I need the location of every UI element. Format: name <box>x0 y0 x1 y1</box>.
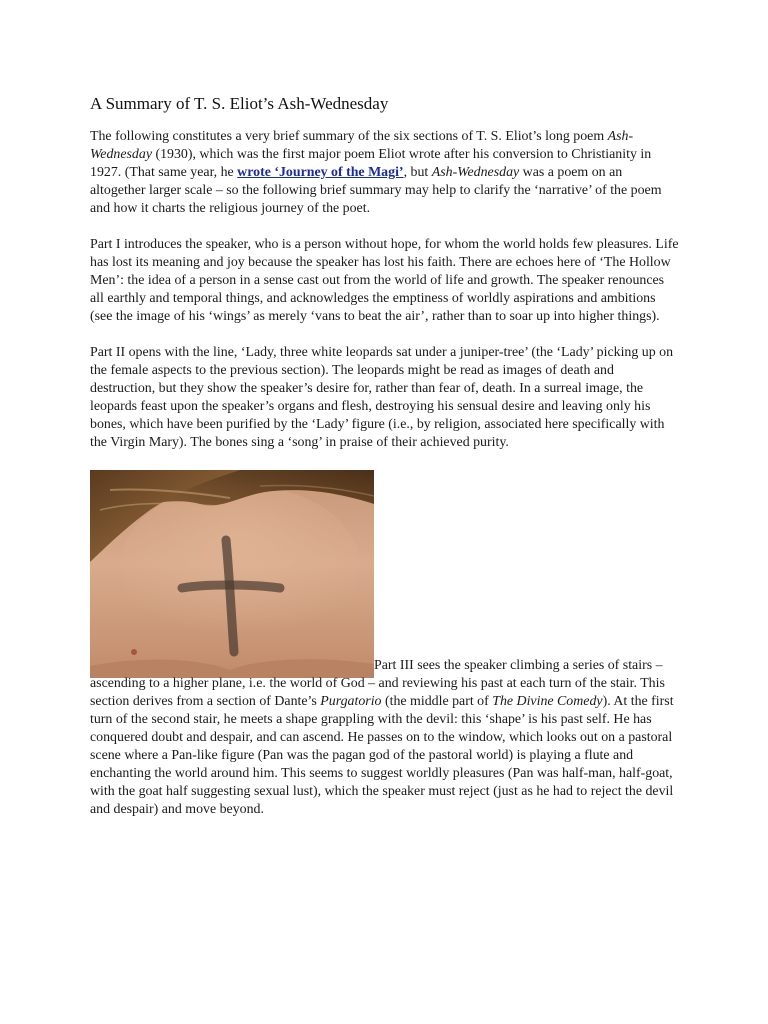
ash-cross-forehead-photo <box>90 470 374 678</box>
poem-title-italic-2: Ash-Wednesday <box>431 165 520 180</box>
poem-title-italic: Ash-Wednesday <box>90 129 634 162</box>
part-three-text-1: Part III sees the speaker climbing a series of stairs – ascending to a higher plane, i.e. the world of God – and reviewing his past at each turn of the stair. This section derives from a section of Dante’s <box>90 658 665 709</box>
part-two-paragraph: Part II opens with the line, ‘Lady, three white leopards sat under a juniper-tree’ (the ‘Lady’ picking up on the female aspects to the previous section). The leopards might be read as images of death and destruction, but they show the speaker’s desire for, rather than fear of, death. In a surreal image, the leopards feast upon the speaker’s organs and flesh, destroying his sensual desire and leaving only his bones, which have been purified by the ‘Lady’ figure (i.e., by religion, associated here specifically with the Virgin Mary). The bones sing a ‘song’ in praise of their achieved purity. <box>90 345 674 450</box>
article <box>90 0 680 819</box>
part-three-text-2: (the middle part of <box>381 694 493 709</box>
intro-text-1: The following constitutes a very brief summary of the six sections of T. S. Eliot’s long poem <box>90 129 608 144</box>
intro-text-2: (1930), which was the first major poem Eliot wrote after his conversion to Christianity in 1927. (That same year, he <box>90 147 652 180</box>
purgatorio-italic: Purgatorio <box>320 694 382 709</box>
article-title: A Summary of T. S. Eliot’s Ash-Wednesday <box>90 94 389 113</box>
intro-text-3: , but <box>403 165 432 180</box>
part-one-paragraph: Part I introduces the speaker, who is a person without hope, for whom the world holds few pleasures. Life has lost its meaning and joy because the speaker has lost his faith. There are echoes here of ‘The Hollow Men’: the idea of a person in a sense cast out from the world of life and growth. The speaker renounces all earthly and temporal things, and acknowledges the emptiness of worldly aspirations and ambitions (see the image of his ‘wings’ as merely ‘vans to beat the air’, rather than to soar up into higher things). <box>90 237 679 324</box>
journey-of-the-magi-link[interactable]: wrote ‘Journey of the Magi’ <box>237 165 404 180</box>
part-three-paragraph <box>90 470 680 819</box>
part-three-text-3: ). At the first turn of the second stair, he meets a shape grappling with the devil: this ‘shape’ is his past self. He has conquered doubt and despair, and can ascend. He passes on to the window, which looks out on a pastoral scene where a Pan-like figure (Pan was the pagan god of the pastoral world) is playing a flute and enchanting the world around him. This seems to suggest worldly pleasures (Pan was half-man, half-goat, with the goat half suggesting sexual lust), which the speaker must reject (just as he had to reject the devil and despair) and move beyond. <box>90 694 674 817</box>
intro-paragraph <box>90 128 680 218</box>
divine-comedy-italic: The Divine Comedy <box>492 694 603 709</box>
intro-text-4: was a poem on an altogether larger scale – so the following brief summary may help to clarify the ‘narrative’ of the poem and how it charts the religious journey of the poet. <box>90 165 662 216</box>
